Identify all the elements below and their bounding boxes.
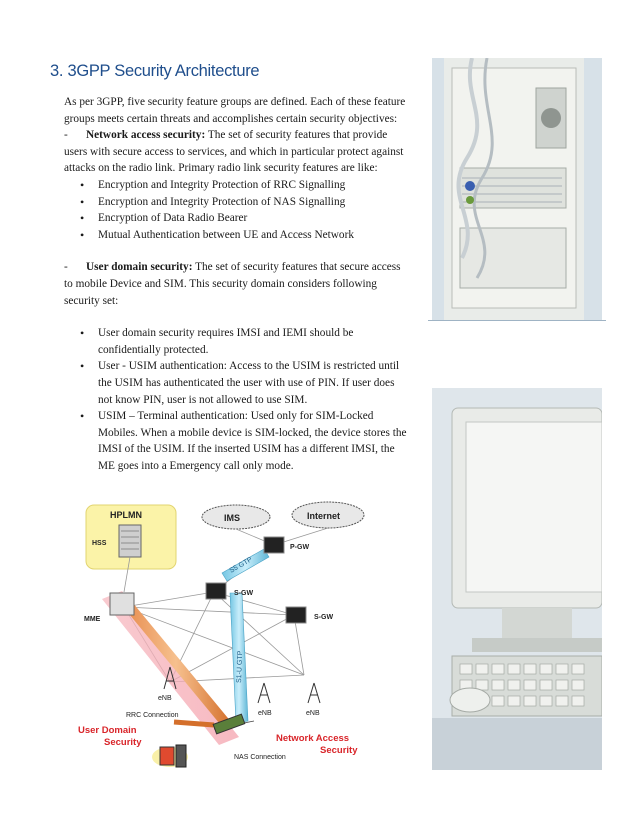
lte-security-diagram: [64, 497, 370, 775]
list-item: • Encryption of Data Radio Bearer: [64, 210, 409, 227]
divider: [428, 320, 606, 321]
rrc-label: RRC Connection: [126, 712, 179, 719]
pgw-label: P-GW: [290, 544, 310, 551]
sgw-label: S-GW: [314, 614, 334, 621]
list-item: • Mutual Authentication between UE and Access Network: [64, 227, 409, 244]
network-access-paragraph: [64, 127, 409, 177]
user-domain-security-label: User Domain: [78, 725, 137, 736]
user-domain-security-label: Security: [104, 737, 142, 748]
internet-cloud: [292, 502, 364, 528]
list-item: • User domain security requires IMSI and IEMI should be confidentially protected.: [64, 325, 409, 358]
enb-antenna: [308, 683, 320, 703]
user-domain-list: [64, 325, 409, 474]
enb-label: eNB: [306, 710, 320, 717]
network-access-heading: Network access security:: [86, 129, 206, 142]
network-access-security-label: Network Access: [276, 733, 350, 744]
computer-monitor-keyboard-photo: [432, 388, 602, 770]
sim-phone-icon: [152, 745, 188, 767]
user-domain-text: The set of security features that secure access to mobile Device and SIM. This security domain considers following security set:: [64, 261, 401, 307]
mme-label: MME: [84, 616, 101, 623]
pgw-node: [264, 537, 309, 553]
s5-label: S5 GTP: [228, 556, 254, 575]
page-title: 3. 3GPP Security Architecture: [50, 62, 260, 80]
user-domain-paragraph: [64, 259, 409, 309]
list-item: • User - USIM authentication: Access to the USIM is restricted until the USIM has authenticated the user with use of PIN. If user does not know PIN, user is not allowed to use SIM.: [64, 358, 409, 408]
sgw-node: [286, 607, 333, 623]
hss-label: HSS: [92, 540, 107, 547]
hplmn-label: HPLMN: [110, 510, 142, 520]
enb-antenna: [258, 683, 270, 703]
user-domain-heading: User domain security:: [86, 261, 193, 274]
list-item: • USIM – Terminal authentication: Used only for SIM-Locked Mobiles. When a mobile device is SIM-locked, the device stores the IMSI of the USIM. If the inserted USIM has a different IMSI, the ME goes into a Emergency call only mode.: [64, 408, 409, 474]
nas-label: NAS Connection: [234, 754, 286, 761]
enb-label: eNB: [258, 710, 272, 717]
list-item: • Encryption and Integrity Protection of RRC Signalling: [64, 177, 409, 194]
enb-label: eNB: [158, 695, 172, 702]
network-access-list: [64, 177, 409, 243]
computer-tower-photo: [432, 58, 602, 320]
dash: -: [64, 261, 68, 274]
body-text: [64, 94, 409, 474]
list-item: • Encryption and Integrity Protection of NAS Signalling: [64, 194, 409, 211]
network-access-security-label: Security: [320, 745, 358, 756]
network-access-text: The set of security features that provide users with secure access to services, and which in particular protect against attacks on the radio link. Primary radio link security features are like:: [64, 129, 404, 175]
s1u-label: S1-U GTP: [236, 650, 245, 684]
intro-paragraph: As per 3GPP, five security feature groups are defined. Each of these feature groups meets certain threats and accomplishes certain security objectives:: [64, 96, 406, 125]
dash: -: [64, 129, 68, 142]
ims-cloud: [202, 505, 270, 529]
internet-label: Internet: [307, 511, 341, 521]
ims-label: IMS: [224, 513, 241, 523]
sgw-label: S-GW: [234, 590, 254, 597]
